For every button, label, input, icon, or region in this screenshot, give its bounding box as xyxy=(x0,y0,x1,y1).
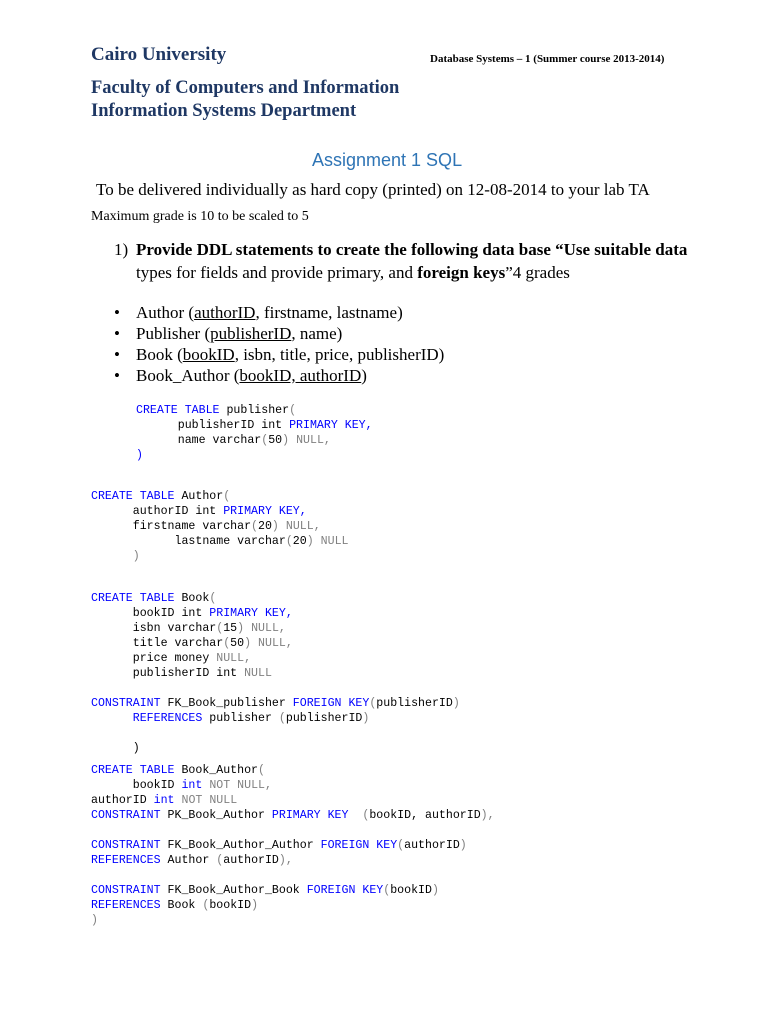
schema-item-publisher: Publisher (publisherID, name) xyxy=(136,324,343,343)
bullet-icon: • xyxy=(114,303,120,322)
bullet-icon: • xyxy=(114,324,120,343)
faculty-name: Faculty of Computers and Information xyxy=(91,78,400,98)
bullet-icon: • xyxy=(114,345,120,364)
code-create-book-author: CREATE TABLE Book_Author( bookID int NOT NULL, authorID int NOT NULL CONSTRAINT PK_Book_Author PRIMARY KEY (bookID, authorID), CONSTRAINT FK_Book_Author_Author FOREIGN KEY(authorID) REFERENCES Author (authorID), CONSTRAINT FK_Book_Author_Book FOREIGN KEY(bookID) REFERENCES Book (bookID) ) xyxy=(91,764,495,927)
schema-item-book-author: Book_Author (bookID, authorID) xyxy=(136,366,367,385)
schema-item-book: Book (bookID, isbn, title, price, publisherID) xyxy=(136,345,445,364)
bullet-icon: • xyxy=(114,366,120,385)
code-create-book: CREATE TABLE Book( bookID int PRIMARY KEY, isbn varchar(15) NULL, title varchar(50) NULL, price money NULL, publisherID int NULL CONSTRAINT FK_Book_publisher FOREIGN KEY(publisherID) REFERENCES publisher (publisherID) ) xyxy=(91,592,460,755)
university-name: Cairo University xyxy=(91,44,227,65)
code-create-author: CREATE TABLE Author( authorID int PRIMARY KEY, firstname varchar(20) NULL, lastname varchar(20) NULL ) xyxy=(91,490,349,563)
schema-item-author: Author (authorID, firstname, lastname) xyxy=(136,303,403,322)
assignment-title: Assignment 1 SQL xyxy=(312,150,463,170)
course-title: Database Systems – 1 (Summer course 2013-2014) xyxy=(430,53,665,65)
question-number: 1) xyxy=(114,240,129,259)
question-line-1: Provide DDL statements to create the following data base “Use suitable data xyxy=(136,240,688,259)
delivery-note: To be delivered individually as hard copy (printed) on 12-08-2014 to your lab TA xyxy=(96,180,650,199)
max-grade-note: Maximum grade is 10 to be scaled to 5 xyxy=(91,209,309,224)
code-create-publisher: CREATE TABLE publisher( publisherID int PRIMARY KEY, name varchar(50) NULL, ) xyxy=(136,404,373,462)
department-name: Information Systems Department xyxy=(91,101,357,121)
question-line-2: types for fields and provide primary, and foreign keys”4 grades xyxy=(136,263,570,282)
